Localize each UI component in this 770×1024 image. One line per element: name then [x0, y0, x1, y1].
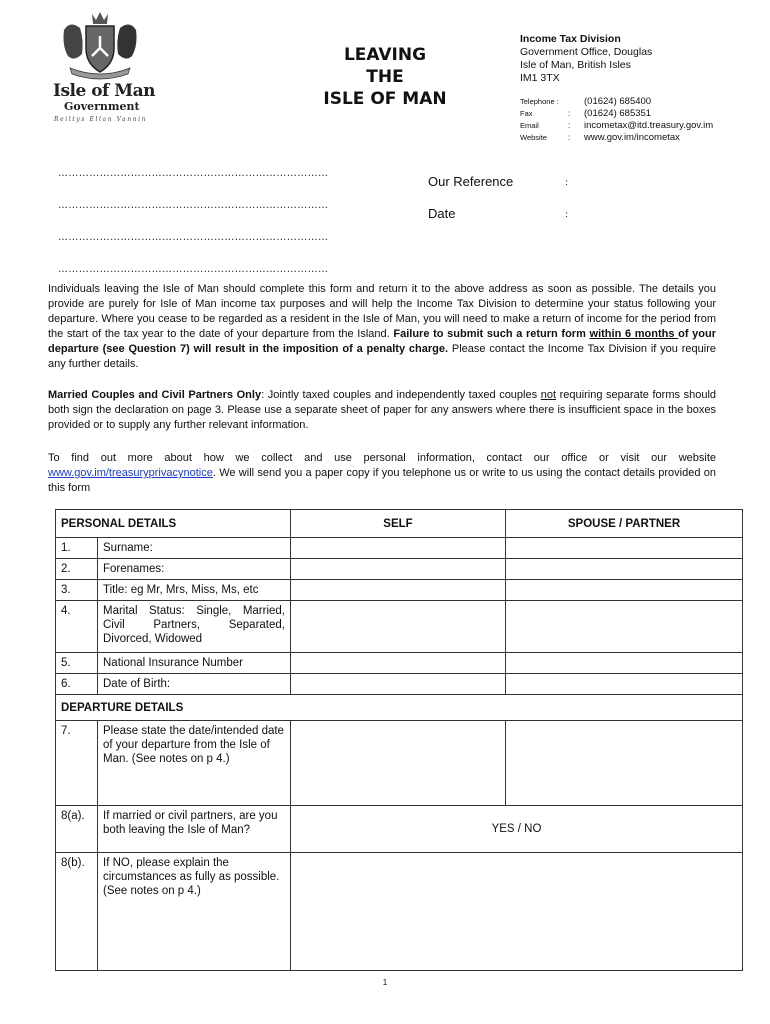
departure-header-row — [56, 695, 743, 721]
marital-status-label: Marital Status: Single, Married, Civil Partners, Separated, Divorced, Widowed — [98, 601, 291, 653]
title-line-3: ISLE OF MAN — [323, 89, 447, 109]
table-row: 3. Title: eg Mr, Mrs, Miss, Ms, etc — [56, 580, 743, 601]
ni-number-spouse-field[interactable] — [506, 653, 743, 674]
departure-details-header: DEPARTURE DETAILS — [56, 695, 743, 721]
dob-spouse-field[interactable] — [506, 674, 743, 695]
intro-paragraph: Individuals leaving the Isle of Man should complete this form and return it to the above address as soon as possible. The details you provide are purely for Isle of Man income tax purposes and will help the Income Tax Division to determine your status following your departure. Where you cease to be regarded as a resident in the Isle of Man, you will need to make a return of income for the period from the start of the tax year to the date of your departure from the Island. Failure to submit such a return form within 6 months of your departure (see Question 7) will result in the imposition of a penalty charge. Please contact the Income Tax Division if you require any further details. — [48, 283, 717, 370]
date-colon: : — [565, 210, 569, 220]
spouse-header: SPOUSE / PARTNER — [506, 510, 743, 538]
address-fill-line[interactable]: …………………………………………………………………… — [58, 232, 329, 243]
address-fill-line[interactable]: …………………………………………………………………… — [58, 264, 329, 275]
details-form-table — [55, 509, 743, 971]
married-couples-paragraph: Married Couples and Civil Partners Only: Jointly taxed couples and independently taxed couples not requiring separate forms should both sign the declaration on page 3. Please use a separate sheet of paper for any answers where there is insufficient space in the boxes provided or to supply any further relevant information. — [48, 389, 717, 431]
contact-details — [520, 96, 713, 144]
dob-self-field[interactable] — [291, 674, 506, 695]
contact-fax: Fax : (01624) 685351 — [520, 108, 652, 119]
marital-status-spouse-field[interactable] — [506, 601, 743, 653]
forenames-self-field[interactable] — [291, 559, 506, 580]
title-line-1: LEAVING — [343, 45, 427, 65]
self-header: SELF — [291, 510, 506, 538]
logo-name: Isle of Man — [53, 81, 155, 101]
table-row: 1. Surname: — [56, 538, 743, 559]
address-fill-line[interactable]: …………………………………………………………………… — [58, 168, 329, 179]
table-row: 8(b). If NO, please explain the circumstances as fully as possible. (See notes on p 4.) — [56, 853, 743, 971]
both-leaving-label: If married or civil partners, are you both leaving the Isle of Man? — [98, 806, 291, 853]
office-address — [520, 33, 652, 85]
table-row: 5. National Insurance Number — [56, 653, 743, 674]
date-label: Date — [428, 206, 456, 221]
table-row: 2. Forenames: — [56, 559, 743, 580]
division-name: Income Tax Division — [520, 33, 621, 45]
table-header-row — [56, 510, 743, 538]
marital-status-self-field[interactable] — [291, 601, 506, 653]
table-row: 4. Marital Status: Single, Married, Civil Partners, Separated, Divorced, Widowed — [56, 601, 743, 653]
departure-date-self-field[interactable] — [291, 721, 506, 806]
forenames-spouse-field[interactable] — [506, 559, 743, 580]
contact-telephone: Telephone : (01624) 685400 — [520, 96, 652, 107]
dob-label: Date of Birth: — [98, 674, 291, 695]
logo-motto: Reiltys Ellan Vannin — [54, 116, 148, 123]
departure-date-spouse-field[interactable] — [506, 721, 743, 806]
ni-number-label: National Insurance Number — [98, 653, 291, 674]
title-label: Title: eg Mr, Mrs, Miss, Ms, etc — [98, 580, 291, 601]
surname-label: Surname: — [98, 538, 291, 559]
privacy-paragraph: To find out more about how we collect and use personal information, contact our office or visit our website www.gov.im/treasuryprivacynotice. We will send you a paper copy if you telephone us or write to us using the contact details provided on this form — [48, 452, 716, 494]
title-line-2: THE — [366, 67, 404, 87]
page-number: 1 — [382, 978, 388, 987]
address-line: Government Office, Douglas — [520, 46, 653, 58]
personal-details-header: PERSONAL DETAILS — [56, 510, 291, 538]
contact-website: Website : www.gov.im/incometax — [520, 132, 680, 143]
surname-spouse-field[interactable] — [506, 538, 743, 559]
forenames-label: Forenames: — [98, 559, 291, 580]
title-self-field[interactable] — [291, 580, 506, 601]
contact-email: Email : incometax@itd.treasury.gov.im — [520, 120, 714, 131]
table-row: 8(a). If married or civil partners, are you both leaving the Isle of Man? YES / NO — [56, 806, 743, 853]
circumstances-field[interactable] — [291, 853, 743, 971]
reference-label: Our Reference — [428, 174, 514, 189]
circumstances-label: If NO, please explain the circumstances as fully as possible. (See notes on p 4.) — [98, 853, 291, 971]
ni-number-self-field[interactable] — [291, 653, 506, 674]
title-spouse-field[interactable] — [506, 580, 743, 601]
privacy-notice-link[interactable]: www.gov.im/treasuryprivacynotice — [48, 467, 213, 479]
departure-date-label: Please state the date/intended date of your departure from the Isle of Man. (See notes on p 4.) — [98, 721, 291, 806]
logo-government: Government — [64, 100, 140, 113]
address-line: IM1 3TX — [520, 72, 560, 84]
surname-self-field[interactable] — [291, 538, 506, 559]
address-fill-line[interactable]: …………………………………………………………………… — [58, 200, 329, 211]
table-row: 7. Please state the date/intended date of your departure from the Isle of Man. (See notes on p 4.) — [56, 721, 743, 806]
reference-colon: : — [565, 178, 569, 188]
yes-no-answer[interactable]: YES / NO — [291, 806, 743, 853]
crest-emblem-icon — [56, 10, 144, 80]
address-line: Isle of Man, British Isles — [520, 59, 631, 71]
form-title — [310, 44, 460, 110]
table-row: 6. Date of Birth: — [56, 674, 743, 695]
